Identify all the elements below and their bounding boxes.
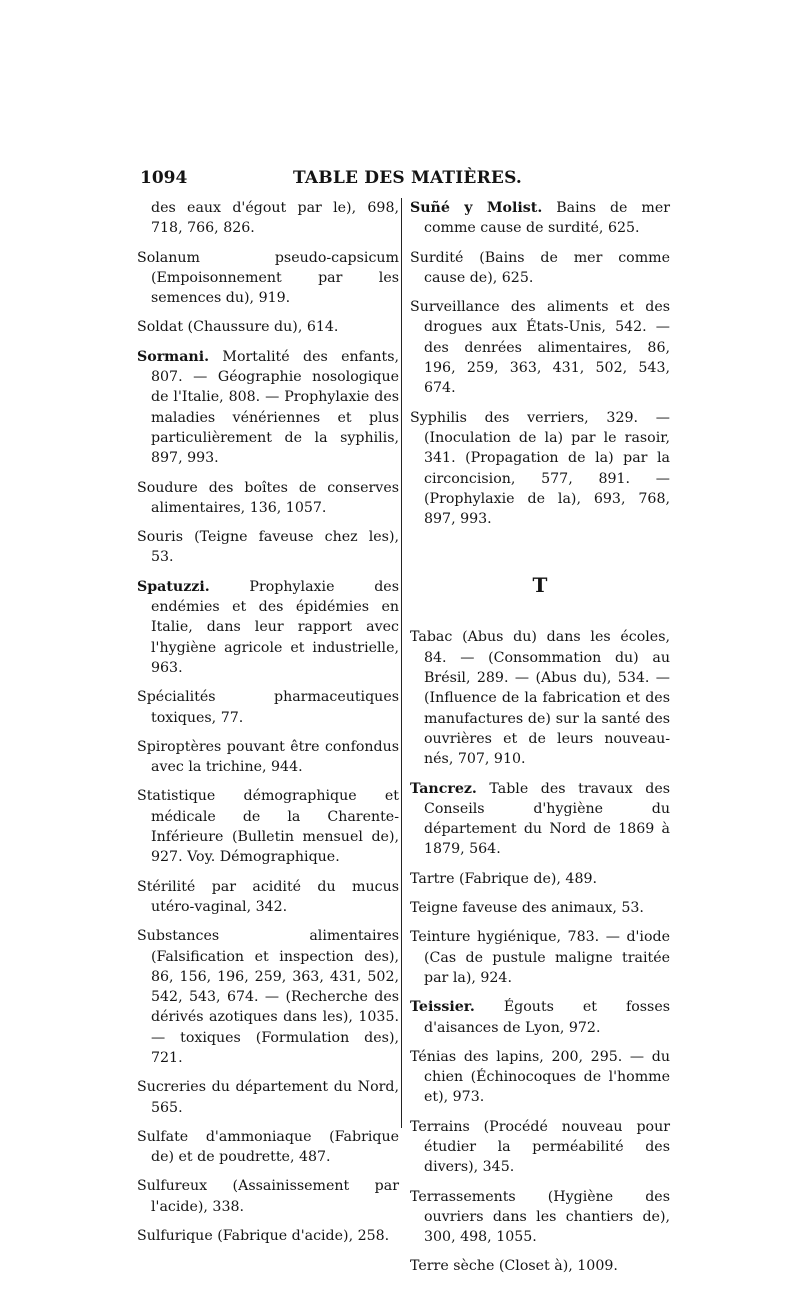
index-entry: [410, 627, 670, 769]
entry-author: Tancrez.: [410, 780, 477, 797]
entry-text: Tabac (Abus du) dans les écoles, 84. — (Consommation du) au Brésil, 289. — (Abus du), 534. — (Influence de la fabrication et des manufactures de) sur la santé des ouvrières et de leurs nouveau-nés, 707, 910.: [410, 629, 670, 768]
index-entry: [137, 577, 399, 678]
entry-text: Surveillance des aliments et des drogues aux États-Unis, 542. — des denrées alimentaires, 86, 196, 259, 363, 431, 502, 543, 674.: [410, 299, 670, 397]
index-entry: [410, 997, 670, 1038]
right-column: [410, 198, 670, 1286]
index-entry: [137, 1077, 399, 1118]
entry-text: des eaux d'égout par le), 698, 718, 766, 826.: [151, 200, 399, 237]
index-entry: [137, 1226, 399, 1246]
entry-text: Tartre (Fabrique de), 489.: [410, 870, 598, 887]
index-entry: [137, 198, 399, 239]
entry-text: Substances alimentaires (Falsification et inspection des), 86, 156, 196, 259, 363, 431, 502, 542, 543, 674. — (Recherche des dérivés azotiques dans les), 1035. — toxiques (Formulation des), 721.: [137, 928, 399, 1066]
entry-author: Spatuzzi.: [137, 578, 210, 595]
entry-text: Spiroptères pouvant être confondus avec la trichine, 944.: [137, 738, 399, 776]
right-column-entries-t: [410, 627, 670, 1276]
index-entry: [137, 1127, 399, 1168]
entry-text: Soldat (Chaussure du), 614.: [137, 319, 339, 336]
index-entry: [410, 408, 670, 530]
entry-text: Sulfurique (Fabrique d'acide), 258.: [137, 1228, 390, 1245]
index-entry: [410, 297, 670, 398]
index-entry: [410, 1047, 670, 1108]
running-title: TABLE DES MATIÈRES.: [292, 168, 523, 188]
index-entry: [410, 927, 670, 988]
entry-author: Sormani.: [137, 348, 210, 365]
left-column: [137, 198, 399, 1255]
right-column-entries-s: [410, 198, 670, 529]
entry-text: Souris (Teigne faveuse chez les), 53.: [137, 529, 399, 566]
entry-text: Soudure des boîtes de conserves alimentaires, 136, 1057.: [137, 479, 399, 516]
index-entry: [137, 926, 399, 1068]
index-entry: [137, 317, 399, 337]
entry-text: Teigne faveuse des animaux, 53.: [410, 900, 644, 917]
entry-text: Prophylaxie des endémies et des épidémies en Italie, dans leur rapport avec l'hygiène agricole et industrielle, 963.: [151, 578, 399, 676]
index-entry: [410, 869, 670, 889]
entry-author: Suñé y Molist.: [410, 200, 543, 216]
entry-text: Mortalité des enfants, 807. — Géographie nosologique de l'Italie, 808. — Prophylaxie des maladies vénériennes et plus particulièrement de la syphilis, 897, 993.: [151, 348, 399, 467]
entry-text: Terre sèche (Closet à), 1009.: [410, 1258, 618, 1275]
entry-text: Syphilis des verriers, 329. — (Inoculation de la) par le rasoir, 341. (Propagation de la) par la circoncision, 577, 891. — (Prophylaxie de la), 693, 768, 897, 993.: [410, 409, 670, 528]
index-entry: [137, 786, 399, 867]
index-entry: [410, 1117, 670, 1178]
entry-author: Teissier.: [410, 999, 475, 1016]
entry-text: Sucreries du département du Nord, 565.: [137, 1079, 399, 1116]
index-entry: [137, 1176, 399, 1217]
column-divider: [401, 198, 402, 1128]
index-entry: [137, 737, 399, 778]
entry-text: Sulfate d'ammoniaque (Fabrique de) et de poudrette, 487.: [137, 1128, 399, 1166]
index-entry: [137, 248, 399, 309]
index-entry: [410, 198, 670, 239]
index-entry: [410, 779, 670, 860]
entry-text: Bains de mer comme cause de surdité, 625.: [424, 200, 670, 237]
entry-text: Solanum pseudo-capsicum (Empoisonnement par les semences du), 919.: [137, 249, 399, 307]
entry-text: Ténias des lapins, 200, 295. — du chien (Échinocoques de l'homme et), 973.: [410, 1048, 670, 1106]
index-entry: [137, 687, 399, 728]
index-entry: [410, 248, 670, 289]
index-entry: [137, 877, 399, 918]
index-entry: [137, 527, 399, 568]
entry-text: Sulfureux (Assainissement par l'acide), 338.: [137, 1178, 399, 1215]
section-letter: T: [532, 573, 548, 598]
index-entry: [410, 898, 670, 918]
page-number: 1094: [140, 168, 188, 188]
index-entry: [410, 1187, 670, 1248]
entry-text: Terrassements (Hygiène des ouvriers dans les chantiers de), 300, 498, 1055.: [410, 1188, 670, 1246]
entry-text: Teinture hygiénique, 783. — d'iode (Cas de pustule maligne traitée par la), 924.: [410, 929, 670, 986]
entry-text: Stérilité par acidité du mucus utéro-vaginal, 342.: [137, 878, 399, 915]
index-entry: [410, 1256, 670, 1276]
entry-text: Égouts et fosses d'aisances de Lyon, 972.: [424, 999, 670, 1036]
page-header: [140, 168, 675, 192]
entry-text: Table des travaux des Conseils d'hygiène du département du Nord de 1869 à 1879, 564.: [424, 780, 670, 858]
entry-text: Statistique démographique et médicale de la Charente-Inférieure (Bulletin mensuel de), 927. Voy. Démographique.: [137, 788, 399, 866]
entry-text: Spécialités pharmaceutiques toxiques, 77.: [137, 689, 399, 726]
index-entry: [137, 478, 399, 519]
entry-text: Surdité (Bains de mer comme cause de), 625.: [410, 249, 670, 286]
index-entry: [137, 347, 399, 469]
entry-text: Terrains (Procédé nouveau pour étudier la perméabilité des divers), 345.: [410, 1118, 670, 1176]
